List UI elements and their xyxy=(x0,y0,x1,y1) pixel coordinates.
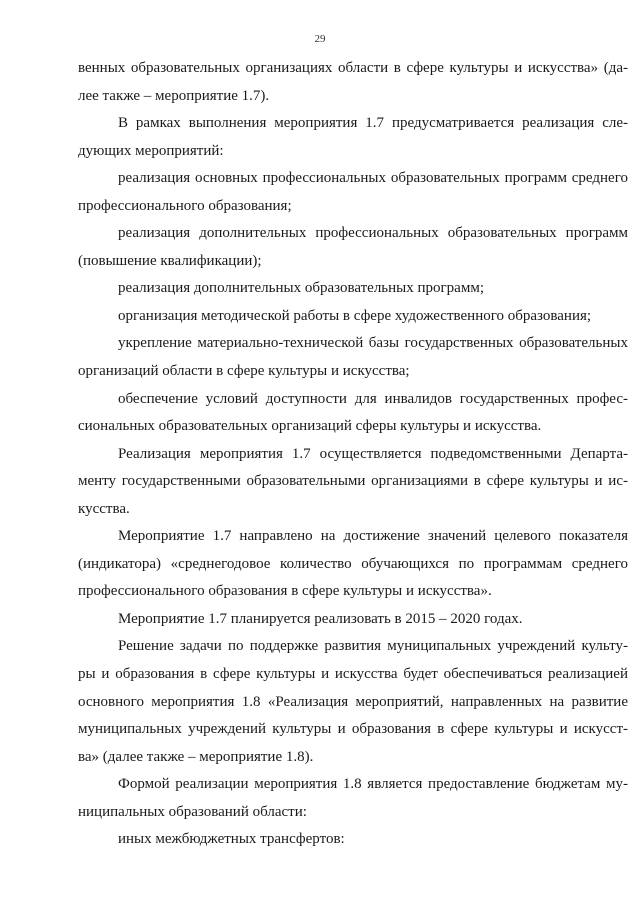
text-line: организаций области в сфере культуры и искусства; xyxy=(78,363,410,380)
document-body xyxy=(78,55,628,854)
text-line: менту государственными образовательными организациями в сфере культуры и ис- xyxy=(78,473,628,490)
text-line: Мероприятие 1.7 направлено на достижение значений целевого показателя xyxy=(118,528,628,545)
text-line: реализация основных профессиональных образовательных программ среднего xyxy=(118,170,628,187)
text-line: сиональных образовательных организаций сферы культуры и искусства. xyxy=(78,418,542,435)
text-line: кусства. xyxy=(78,500,130,517)
text-line: (индикатора) «среднегодовое количество обучающихся по программам среднего xyxy=(78,555,628,572)
text-line: (повышение квалификации); xyxy=(78,252,262,269)
text-line: Мероприятие 1.7 планируется реализовать в 2015 – 2020 годах. xyxy=(118,610,523,627)
text-line: муниципальных учреждений культуры и образования в сфере культуры и искусст- xyxy=(78,721,628,738)
text-line: обеспечение условий доступности для инвалидов государственных профес- xyxy=(118,390,628,407)
text-line: профессионального образования; xyxy=(78,197,292,214)
text-line: иных межбюджетных трансфертов: xyxy=(118,831,345,848)
text-line: Решение задачи по поддержке развития муниципальных учреждений культу- xyxy=(118,638,628,655)
text-line: Реализация мероприятия 1.7 осуществляется подведомственными Департа- xyxy=(118,445,628,462)
text-line: организация методической работы в сфере художественного образования; xyxy=(118,307,592,324)
text-line: ры и образования в сфере культуры и искусства будет обеспечиваться реализацией xyxy=(78,666,628,683)
text-line: В рамках выполнения мероприятия 1.7 предусматривается реализация сле- xyxy=(118,115,628,132)
text-line: реализация дополнительных профессиональных образовательных программ xyxy=(118,225,628,242)
text-line: основного мероприятия 1.8 «Реализация мероприятий, направленных на развитие xyxy=(78,693,628,710)
text-line: ниципальных образований области: xyxy=(78,803,307,820)
text-line: Формой реализации мероприятия 1.8 является предоставление бюджетам му- xyxy=(118,776,628,793)
text-line: лее также – мероприятие 1.7). xyxy=(78,87,270,104)
text-line: дующих мероприятий: xyxy=(78,142,224,159)
text-line: профессионального образования в сфере культуры и искусства». xyxy=(78,583,492,600)
page-number: 29 xyxy=(314,33,326,45)
text-line: ва» (далее также – мероприятие 1.8). xyxy=(78,748,314,765)
text-line: укрепление материально-технической базы государственных образовательных xyxy=(118,335,628,352)
text-line: венных образовательных организациях области в сфере культуры и искусства» (да- xyxy=(78,60,628,76)
text-line: реализация дополнительных образовательных программ; xyxy=(118,280,484,297)
